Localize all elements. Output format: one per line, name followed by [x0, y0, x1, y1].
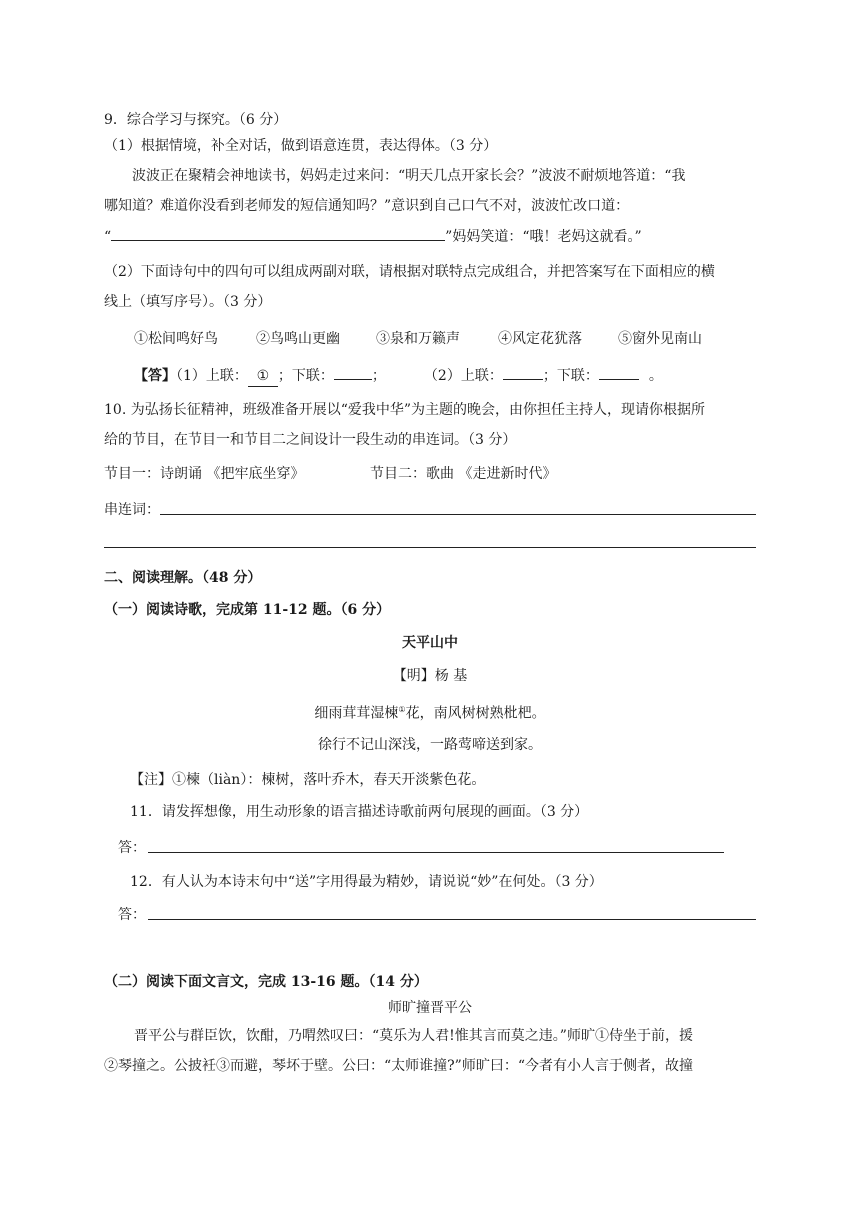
answer-part1-lower-blank[interactable]: [334, 365, 372, 380]
option-1: ①松间鸣好鸟: [134, 331, 218, 347]
option-2: ②鸟鸣山更幽: [256, 331, 340, 347]
part1-heading: （一）阅读诗歌，完成第 11-12 题。（6 分）: [104, 602, 391, 618]
q9-dialogue-line3: [104, 226, 642, 247]
answer-label: 【答】: [134, 368, 176, 384]
poem-author: 【明】杨 基: [392, 668, 468, 684]
q9-dialogue-line1: 波波正在聚精会神地读书，妈妈走过来问：“明天几点开家长会？”波波不耐烦地答道：“我: [132, 168, 686, 184]
part2-heading: （二）阅读下面文言文，完成 13-16 题。（14 分）: [104, 974, 428, 990]
prose-line-1: 晋平公与群臣饮，饮酣，乃喟然叹曰：“莫乐为人君!惟其言而莫之违。”师旷①侍坐于前，援: [134, 1028, 693, 1044]
answer-sep: ；: [371, 368, 386, 384]
prose-line-2: ②琴撞之。公披衽③而避，琴坏于壁。公曰：“太师谁撞?”师旷曰：“今者有小人言于侧者，故撞: [104, 1058, 693, 1074]
link-label: 串连词：: [104, 502, 160, 518]
q12-answer-line[interactable]: [148, 919, 756, 920]
poem-line-1: 细雨茸茸湿楝①花，南风树树熟枇杷。: [314, 705, 546, 722]
poem-note: 【注】①楝（liàn）：楝树，落叶乔木，春天开淡紫色花。: [130, 772, 486, 788]
q11-prompt: 11．请发挥想像，用生动形象的语言描述诗歌前两句展现的画面。（3 分）: [130, 804, 589, 820]
program-one: 节目一：诗朗诵 《把牢底坐穿》: [104, 466, 305, 482]
q11-answer-label: 答：: [118, 840, 146, 856]
section2-heading: 二、阅读理解。（48 分）: [104, 570, 262, 586]
q9-dialogue-line2: 哪知道？难道你没看到老师发的短信通知吗？”意识到自己口气不对，波波忙改口道：: [104, 198, 630, 214]
answer-part1-upper-blank[interactable]: ①: [248, 366, 278, 387]
prose-title: 师旷撞晋平公: [388, 1000, 472, 1016]
q9-title: 9．综合学习与探究。（6 分）: [104, 112, 288, 128]
poem-line-2: 徐行不记山深浅，一路莺啼送到家。: [318, 737, 542, 753]
q12-prompt: 12．有人认为本诗末句中“送”字用得最为精妙，请说说“妙”在何处。（3 分）: [130, 874, 603, 890]
dialogue-answer-blank[interactable]: [111, 226, 445, 241]
q12-answer-label: 答：: [118, 907, 146, 923]
link-answer-line-2[interactable]: [104, 547, 756, 548]
answer-line: [134, 365, 663, 387]
open-quote: “: [104, 229, 112, 245]
link-answer-line-1[interactable]: [160, 514, 756, 515]
q10-line2: 给的节目，在节目一和节目二之间设计一段生动的串连词。（3 分）: [104, 432, 517, 448]
footnote-marker: ①: [398, 705, 406, 714]
program-two: 节目二：歌曲 《走进新时代》: [370, 466, 557, 482]
q9-part1-prompt: （1）根据情境，补全对话，做到语意连贯，表达得体。（3 分）: [104, 138, 498, 154]
answer-part2-upper-blank[interactable]: [503, 365, 543, 380]
answer-part2-upper-label: （2）上联：: [423, 368, 503, 384]
answer-part1-lower-label: ；下联：: [277, 368, 334, 384]
poem-title: 天平山中: [402, 635, 458, 651]
answer-part1-upper-label: （1）上联：: [176, 368, 248, 384]
answer-end: 。: [648, 368, 663, 384]
q9-part2-prompt-line1: （2）下面诗句中的四句可以组成两副对联，请根据对联特点完成组合，并把答案写在下面相应的横: [104, 264, 715, 280]
option-5: ⑤窗外见南山: [618, 331, 702, 347]
q9-part2-prompt-line2: 线上（填写序号）。（3 分）: [104, 294, 272, 310]
q11-answer-line[interactable]: [148, 852, 724, 853]
answer-part2-lower-label: ；下联：: [542, 368, 599, 384]
dialogue-closing: ”妈妈笑道：“哦！老妈这就看。”: [445, 229, 642, 245]
option-4: ④风定花犹落: [498, 331, 582, 347]
option-3: ③泉和万籁声: [376, 331, 460, 347]
answer-part2-lower-blank[interactable]: [599, 365, 639, 380]
q10-line1: 10. 为弘扬长征精神，班级准备开展以“爱我中华”为主题的晚会，由你担任主持人，现请你根据所: [104, 402, 706, 418]
